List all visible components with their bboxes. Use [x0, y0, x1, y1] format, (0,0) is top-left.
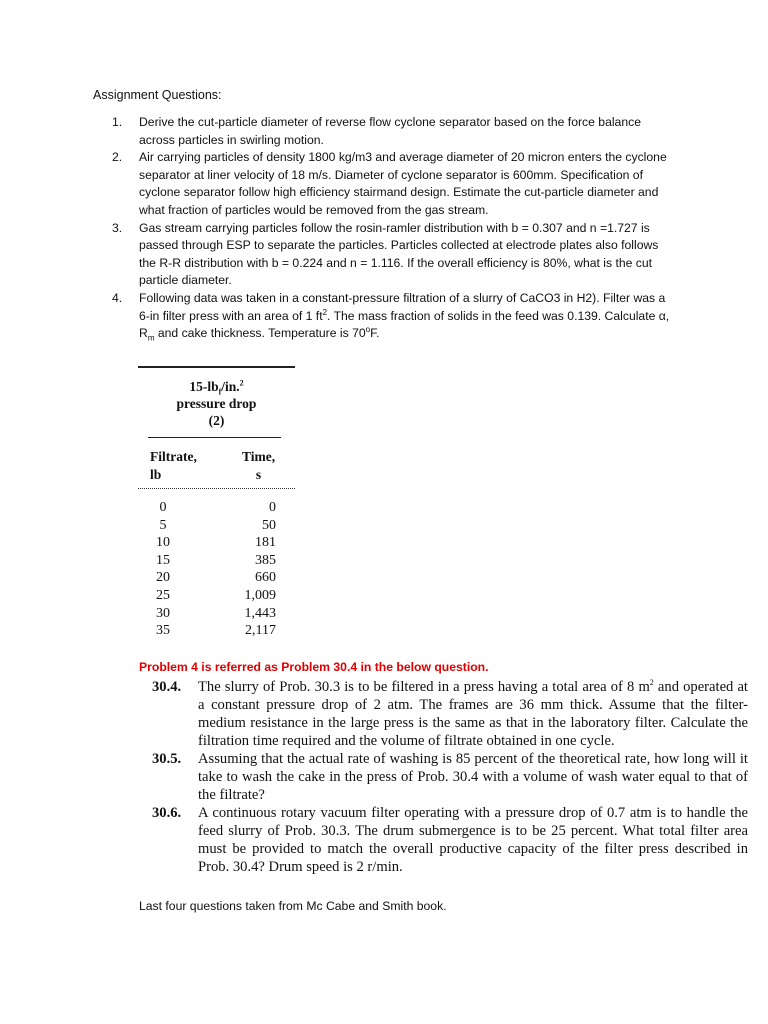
problem-reference-note: Problem 4 is referred as Problem 30.4 in the below question.	[139, 660, 489, 674]
problem-number: 30.6.	[152, 805, 182, 821]
table-cell: 385	[255, 552, 276, 568]
question-text: Derive the cut-particle diameter of reverse flow cyclone separator based on the force balance across particles in swirling motion.	[139, 115, 641, 147]
column-header-line: lb	[150, 467, 162, 482]
source-footnote: Last four questions taken from Mc Cabe and Smith book.	[139, 899, 447, 913]
superscript: 2	[649, 678, 654, 688]
table-cell: 1,009	[244, 587, 276, 603]
question-2	[112, 149, 672, 219]
table-cell: 15	[156, 552, 170, 568]
problem-text-part: and operated at a constant pressure drop of 2 atm. The frames are 36 mm thick. Assume that the filter-medium resistance in the large press is the same as that in the laboratory filter. Calculate the filtration time required and the volume of filtrate obtained in one cycle.	[198, 679, 748, 749]
problem-text: A continuous rotary vacuum filter operating with a pressure drop of 0.7 atm is to handle the feed slurry of Prob. 30.3. The drum submergence is to be 25 percent. What total filter area must be provided to match the overall productive capacity of the filter press described in Prob. 30.4? Drum speed is 2 r/min.	[198, 805, 748, 875]
table-cell: 181	[255, 535, 276, 551]
problem-number: 30.5.	[152, 751, 182, 767]
superscript: 2	[322, 307, 328, 317]
filtrate-column	[148, 499, 178, 640]
question-list	[112, 114, 672, 343]
column-header-filtrate	[150, 448, 197, 484]
table-mid-rule	[148, 437, 281, 438]
problem-30-5	[152, 750, 748, 804]
textbook-problems	[152, 678, 748, 876]
problem-text: Assuming that the actual rate of washing is 85 percent of the theoretical rate, how long will it take to wash the cake in the press of Prob. 30.4 with a volume of wash water equal to that of the filtrate?	[198, 751, 748, 803]
table-cell: 2,117	[245, 623, 276, 639]
table-top-rule	[138, 366, 295, 368]
superscript: o	[365, 325, 371, 335]
table-header	[138, 378, 295, 429]
time-column	[236, 499, 276, 640]
table-header-index: (2)	[208, 413, 225, 428]
question-text-part: . The mass fraction of solids in the feed was 0.139. Calculate α, R	[139, 308, 670, 341]
question-text: Gas stream carrying particles follow the rosin-ramler distribution with b = 0.307 and n =1.727 is passed through ESP to separate the particles. Particles collected at electrode plates also follows the R-R distribution with b = 0.224 and n = 1.116. If the overall efficiency is 80%, what is the cut particle diameter.	[139, 220, 659, 288]
question-text: Air carrying particles of density 1800 kg/m3 and average diameter of 20 micron enters the cyclone separator at liner velocity of 18 m/s. Diameter of cyclone separator is 600mm. Specification of cyclone separator follow high efficiency stairmand design. Estimate the cut-particle diameter and what fraction of particles would be removed from the gas stream.	[139, 150, 667, 217]
table-header-rule	[138, 488, 295, 489]
assignment-heading: Assignment Questions:	[93, 88, 222, 102]
table-cell: 660	[255, 570, 276, 586]
table-cell: 0	[269, 500, 276, 515]
problem-30-6	[152, 804, 748, 876]
question-text-part: F.	[370, 326, 380, 341]
column-header-time	[242, 448, 275, 484]
question-text	[139, 290, 672, 343]
column-header-line: Time,	[242, 449, 276, 464]
problem-text	[198, 678, 748, 750]
question-number: 4.	[112, 290, 123, 305]
question-1	[112, 114, 672, 149]
table-cell: 35	[156, 623, 170, 639]
table-cell: 20	[156, 570, 170, 586]
table-cell: 25	[156, 587, 170, 603]
column-header-line: Filtrate,	[150, 449, 197, 464]
subscript: f	[218, 387, 222, 397]
problem-number: 30.4.	[152, 679, 182, 695]
header-text: 15-lb	[189, 379, 219, 394]
question-3	[112, 220, 672, 290]
question-4	[112, 290, 672, 343]
problem-text-part: The slurry of Prob. 30.3 is to be filtered in a press having a total area of 8 m	[198, 679, 650, 695]
question-text-part: and cake thickness. Temperature is 70	[154, 326, 366, 341]
table-header-label: pressure drop	[176, 396, 257, 411]
problem-30-4	[152, 678, 748, 750]
table-cell: 5	[159, 517, 167, 533]
header-text: /in.	[221, 379, 240, 394]
table-cell: 0	[159, 500, 167, 515]
table-header-pressure	[138, 378, 295, 395]
question-number: 2.	[112, 150, 123, 165]
question-text-part: Following data was taken in a constant-pressure filtration of a slurry of CaCO3 in H2). Filter was a 6-in filter press with an area of 1 ft	[139, 290, 666, 323]
table-cell: 30	[156, 605, 170, 621]
column-header-line: s	[255, 467, 262, 482]
superscript: 2	[239, 378, 244, 388]
subscript: m	[147, 333, 155, 343]
table-cell: 50	[262, 517, 276, 533]
question-number: 1.	[112, 115, 123, 129]
table-cell: 10	[156, 535, 170, 551]
table-cell: 1,443	[244, 605, 276, 621]
question-number: 3.	[112, 220, 123, 235]
